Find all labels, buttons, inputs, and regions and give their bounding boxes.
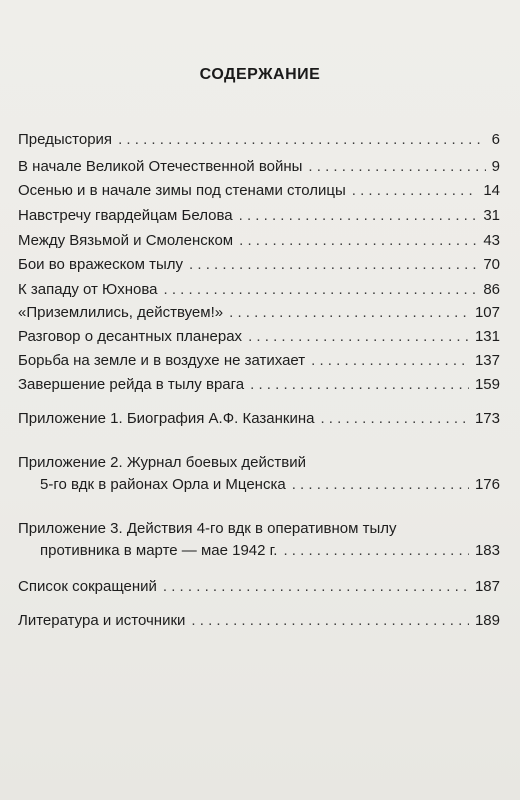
dot-leader — [320, 408, 469, 430]
dot-leader — [118, 129, 486, 151]
toc-entry — [18, 254, 500, 276]
dot-leader — [163, 576, 469, 598]
toc-entry-title-continued: 5-го вдк в районах Орла и Мценска — [40, 476, 286, 493]
toc-entry — [18, 302, 500, 324]
toc-page-number: 159 — [474, 376, 500, 393]
dot-leader — [250, 374, 469, 396]
toc-entry-title: Между Вязьмой и Смоленском — [18, 232, 234, 249]
toc-entry-title: В начале Великой Отечественной войны — [18, 158, 303, 175]
toc-entry-title: Борьба на земле и в воздухе не затихает — [18, 352, 306, 369]
toc-page-number: 86 — [483, 281, 500, 298]
toc-page-number: 9 — [491, 158, 500, 175]
toc-entry-title: Завершение рейда в тылу врага — [18, 376, 245, 393]
toc-entry — [18, 326, 500, 348]
toc-page-number: 189 — [474, 612, 500, 629]
toc-entry — [18, 205, 500, 227]
toc-page-number: 137 — [474, 352, 500, 369]
toc-entry-title: Осенью и в начале зимы под стенами столицы — [18, 182, 346, 199]
dot-leader — [248, 326, 469, 348]
dot-leader — [229, 302, 469, 324]
toc-entry — [18, 374, 500, 396]
toc-page-number: 31 — [483, 207, 500, 224]
toc-entry-title: К западу от Юхнова — [18, 281, 158, 298]
dot-leader — [352, 180, 478, 202]
dot-leader — [292, 474, 469, 496]
dot-leader — [311, 350, 469, 372]
toc-page-number: 6 — [491, 131, 500, 148]
toc-entry — [18, 350, 500, 372]
toc-entry-title: Список сокращений — [18, 578, 157, 595]
toc-entry — [18, 230, 500, 252]
dot-leader — [239, 230, 477, 252]
toc-entry-title: Разговор о десантных планерах — [18, 328, 243, 345]
toc-page-number: 43 — [483, 232, 500, 249]
toc-entry — [18, 129, 500, 151]
toc-page-number: 131 — [474, 328, 500, 345]
toc-entry-title: Приложение 1. Биография А.Ф. Казанкина — [18, 410, 315, 427]
toc-entry — [18, 576, 500, 598]
toc-entry-title: «Приземлились, действуем!» — [18, 304, 224, 321]
dot-leader — [308, 156, 485, 178]
dot-leader — [239, 205, 478, 227]
page-title: СОДЕРЖАНИЕ — [199, 66, 321, 83]
toc-entry-appendix-3 — [18, 518, 500, 562]
toc-page-number: 107 — [474, 304, 500, 321]
dot-leader — [163, 279, 477, 301]
toc-entry-title-continued: противника в марте — мае 1942 г. — [40, 542, 278, 559]
toc-entry-title: Предыстория — [18, 131, 113, 148]
toc-entry-title: Приложение 2. Журнал боевых действий — [18, 454, 306, 471]
toc-page-number: 187 — [474, 578, 500, 595]
toc-entry-title: Навстречу гвардейцам Белова — [18, 207, 233, 224]
toc-page-number: 176 — [474, 476, 500, 493]
toc-page-number: 173 — [474, 410, 500, 427]
toc-entry — [18, 279, 500, 301]
toc-entry — [18, 180, 500, 202]
toc-page-number: 70 — [483, 256, 500, 273]
toc-entry — [18, 156, 500, 178]
toc-entry-title: Бои во вражеском тылу — [18, 256, 184, 273]
toc-entry-title: Приложение 3. Действия 4-го вдк в оперативном тылу — [18, 520, 397, 537]
dot-leader — [189, 254, 477, 276]
dot-leader — [283, 540, 469, 562]
toc-entry-appendix-2 — [18, 452, 500, 496]
toc-page-number: 183 — [474, 542, 500, 559]
toc-entry-title: Литература и источники — [18, 612, 186, 629]
toc-entry — [18, 610, 500, 632]
toc-entry-appendix-1 — [18, 408, 500, 430]
toc-page-number: 14 — [483, 182, 500, 199]
dot-leader — [191, 610, 469, 632]
